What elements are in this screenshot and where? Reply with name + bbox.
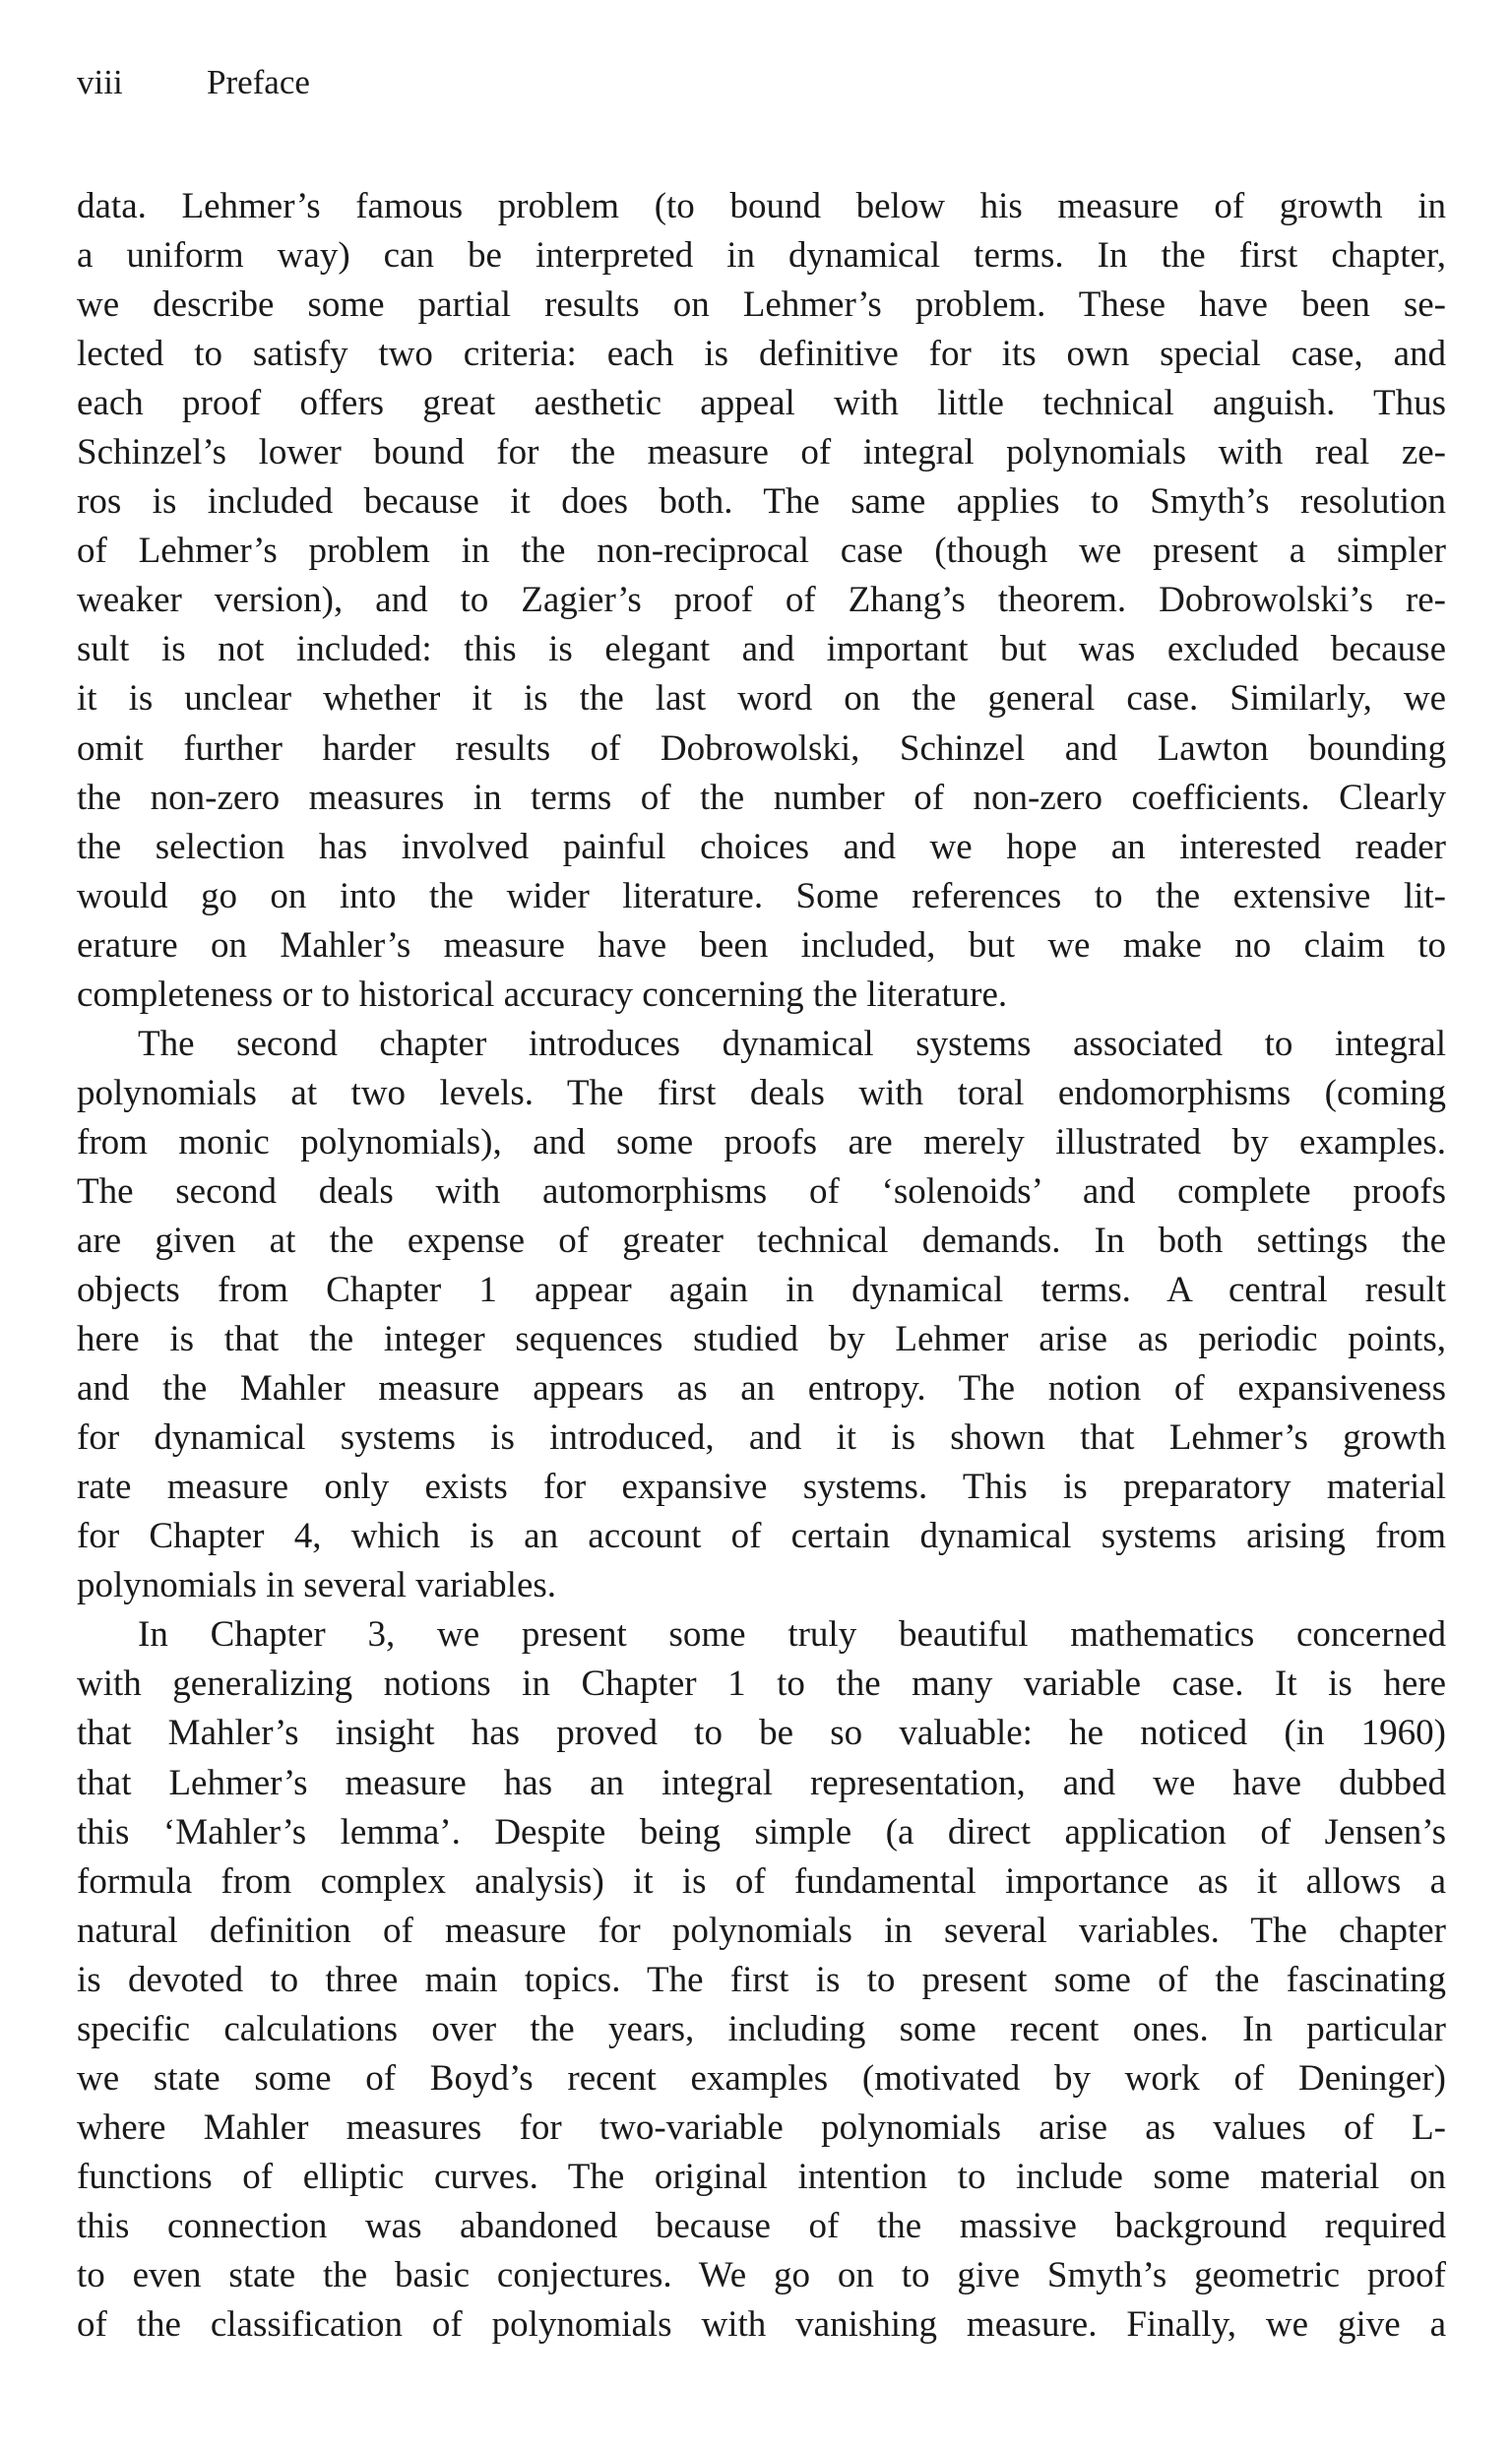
text-line: we describe some partial results on Lehmer’s problem. These have been se- xyxy=(77,284,1446,326)
text-line: each proof offers great aesthetic appeal with little technical anguish. Thus xyxy=(77,383,1446,424)
page-number: viii xyxy=(77,63,123,101)
text-line: natural definition of measure for polynomials in several variables. The chapter xyxy=(77,1910,1446,1951)
text-line: for Chapter 4, which is an account of certain dynamical systems arising from xyxy=(77,1516,1446,1557)
text-line: the selection has involved painful choices and we hope an interested reader xyxy=(77,826,1446,867)
text-line: weaker version), and to Zagier’s proof of Zhang’s theorem. Dobrowolski’s re- xyxy=(77,580,1446,621)
text-line: functions of elliptic curves. The original intention to include some material on xyxy=(77,2156,1446,2197)
text-line: that Mahler’s insight has proved to be so valuable: he noticed (in 1960) xyxy=(77,1713,1446,1754)
text-line: would go on into the wider literature. Some references to the extensive lit- xyxy=(77,875,1446,916)
text-line: it is unclear whether it is the last word on the general case. Similarly, we xyxy=(77,678,1446,720)
text-line: where Mahler measures for two-variable polynomials arise as values of L- xyxy=(77,2106,1446,2148)
text-line: with generalizing notions in Chapter 1 to the many variable case. It is here xyxy=(77,1664,1446,1705)
text-line: from monic polynomials), and some proofs are merely illustrated by examples. xyxy=(77,1121,1446,1162)
text-line: is devoted to three main topics. The first is to present some of the fascinating xyxy=(77,1959,1446,2000)
text-line: of Lehmer’s problem in the non-reciprocal case (though we present a simpler xyxy=(77,531,1446,572)
text-line: formula from complex analysis) it is of fundamental importance as it allows a xyxy=(77,1860,1446,1902)
body-text xyxy=(77,182,1446,2350)
paragraph-last-line: polynomials in several variables. xyxy=(77,1565,557,1606)
paragraph-last-line: completeness or to historical accuracy concerning the literature. xyxy=(77,974,1008,1015)
text-line: omit further harder results of Dobrowolski, Schinzel and Lawton bounding xyxy=(77,727,1446,769)
text-line: data. Lehmer’s famous problem (to bound below his measure of growth in xyxy=(77,186,1446,226)
text-line: objects from Chapter 1 appear again in dynamical terms. A central result xyxy=(77,1270,1446,1311)
text-line: a uniform way) can be interpreted in dynamical terms. In the first chapter, xyxy=(77,235,1446,277)
text-line: for dynamical systems is introduced, and it is shown that Lehmer’s growth xyxy=(77,1417,1446,1459)
running-head xyxy=(77,61,310,104)
text-line: and the Mahler measure appears as an entropy. The notion of expansiveness xyxy=(77,1368,1446,1410)
text-line: lected to satisfy two criteria: each is definitive for its own special case, and xyxy=(77,334,1446,375)
text-line: this ‘Mahler’s lemma’. Despite being simple (a direct application of Jensen’s xyxy=(77,1811,1446,1853)
text-line: of the classification of polynomials with vanishing measure. Finally, we give a xyxy=(77,2304,1446,2346)
text-line: sult is not included: this is elegant and important but was excluded because xyxy=(77,629,1446,670)
text-line: we state some of Boyd’s recent examples (motivated by work of Deninger) xyxy=(77,2057,1446,2099)
text-line: to even state the basic conjectures. We go on to give Smyth’s geometric proof xyxy=(77,2254,1446,2295)
text-line: polynomials at two levels. The first deals with toral endomorphisms (coming xyxy=(77,1072,1446,1113)
text-line: this connection was abandoned because of the massive background required xyxy=(77,2205,1446,2246)
text-line: the non-zero measures in terms of the number of non-zero coefficients. Clearly xyxy=(77,777,1446,818)
text-line: that Lehmer’s measure has an integral representation, and we have dubbed xyxy=(77,1762,1446,1803)
text-line: rate measure only exists for expansive systems. This is preparatory material xyxy=(77,1467,1446,1508)
text-line: The second deals with automorphisms of ‘solenoids’ and complete proofs xyxy=(77,1170,1446,1212)
paragraph-first-line: The second chapter introduces dynamical systems associated to integral xyxy=(138,1023,1446,1064)
running-title: Preface xyxy=(207,63,310,101)
text-line: here is that the integer sequences studied by Lehmer arise as periodic points, xyxy=(77,1319,1446,1360)
paragraph-first-line: In Chapter 3, we present some truly beautiful mathematics concerned xyxy=(138,1614,1446,1656)
text-line: are given at the expense of greater technical demands. In both settings the xyxy=(77,1220,1446,1261)
text-line: erature on Mahler’s measure have been included, but we make no claim to xyxy=(77,924,1446,966)
text-line: Schinzel’s lower bound for the measure of integral polynomials with real ze- xyxy=(77,432,1446,473)
text-line: ros is included because it does both. The same applies to Smyth’s resolution xyxy=(77,481,1446,523)
text-line: specific calculations over the years, including some recent ones. In particular xyxy=(77,2008,1446,2049)
